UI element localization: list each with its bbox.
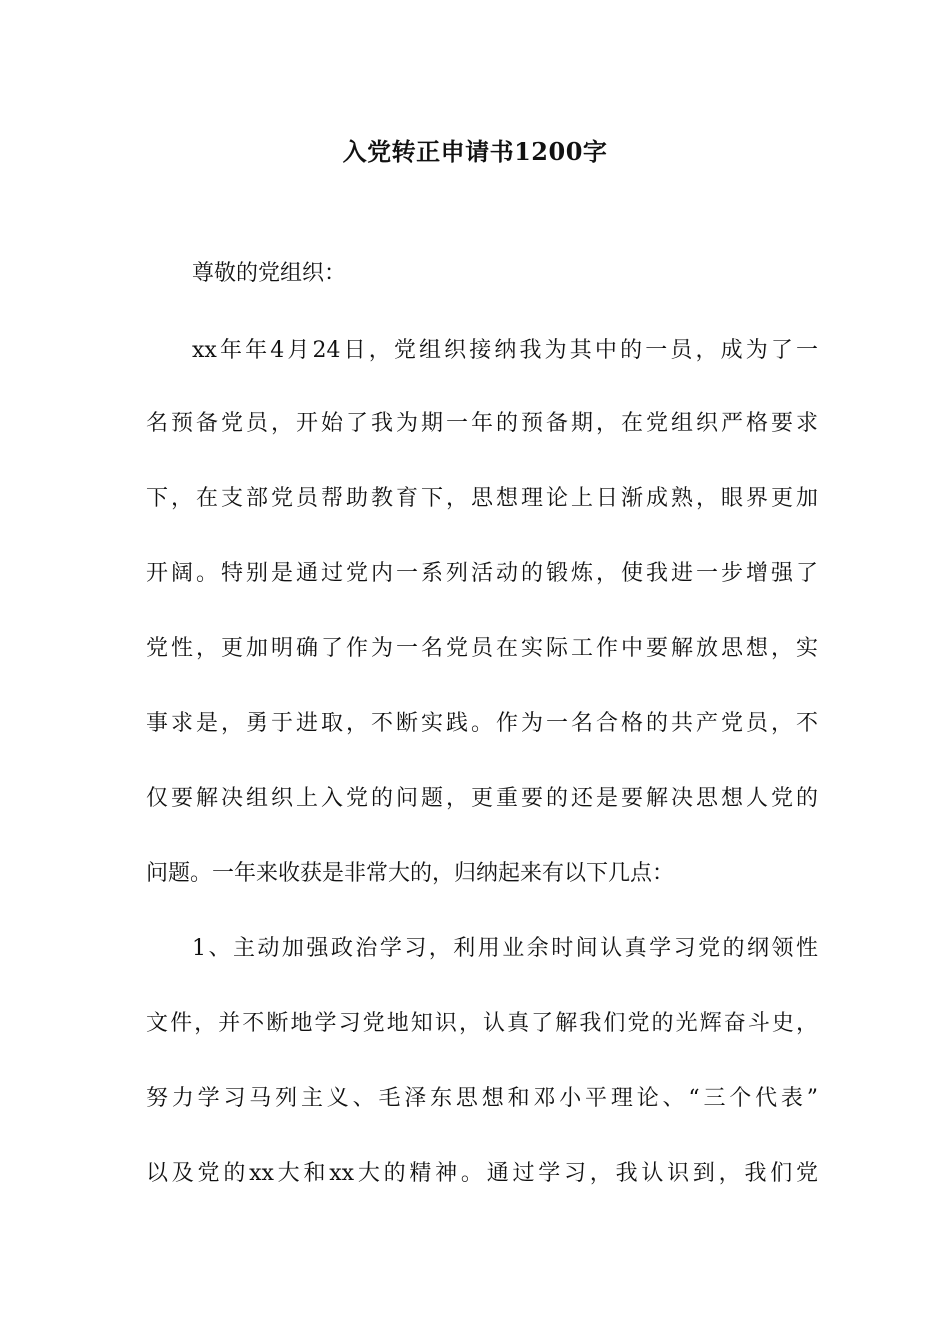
paragraph-line: 努力学习马列主义、毛泽东思想和邓小平理论、“三个代表” xyxy=(146,1086,818,1111)
paragraph-line: 名预备党员，开始了我为期一年的预备期，在党组织严格要求 xyxy=(146,411,818,436)
paragraph-line: 以及党的xx大和xx大的精神。通过学习，我认识到，我们党 xyxy=(146,1161,818,1186)
paragraph-line: 开阔。特别是通过党内一系列活动的锻炼，使我进一步增强了 xyxy=(146,561,818,586)
paragraph-line: 问题。一年来收获是非常大的，归纳起来有以下几点： xyxy=(146,861,675,886)
document-title: 入党转正申请书1200字 xyxy=(342,137,608,166)
paragraph-line: 1、主动加强政治学习，利用业余时间认真学习党的纲领性 xyxy=(192,936,818,961)
paragraph-line: 党性，更加明确了作为一名党员在实际工作中要解放思想，实 xyxy=(146,636,818,661)
paragraph-line: 仅要解决组织上入党的问题，更重要的还是要解决思想人党的 xyxy=(146,786,818,811)
paragraph-line: xx年年4月24日，党组织接纳我为其中的一员，成为了一 xyxy=(192,338,818,363)
paragraph-line: 下，在支部党员帮助教育下，思想理论上日渐成熟，眼界更加 xyxy=(146,486,818,511)
paragraph-line: 文件，并不断地学习党地知识，认真了解我们党的光辉奋斗史， xyxy=(146,1011,818,1036)
salutation-line: 尊敬的党组织： xyxy=(192,261,347,286)
paragraph-line: 事求是，勇于进取，不断实践。作为一名合格的共产党员，不 xyxy=(146,711,818,736)
